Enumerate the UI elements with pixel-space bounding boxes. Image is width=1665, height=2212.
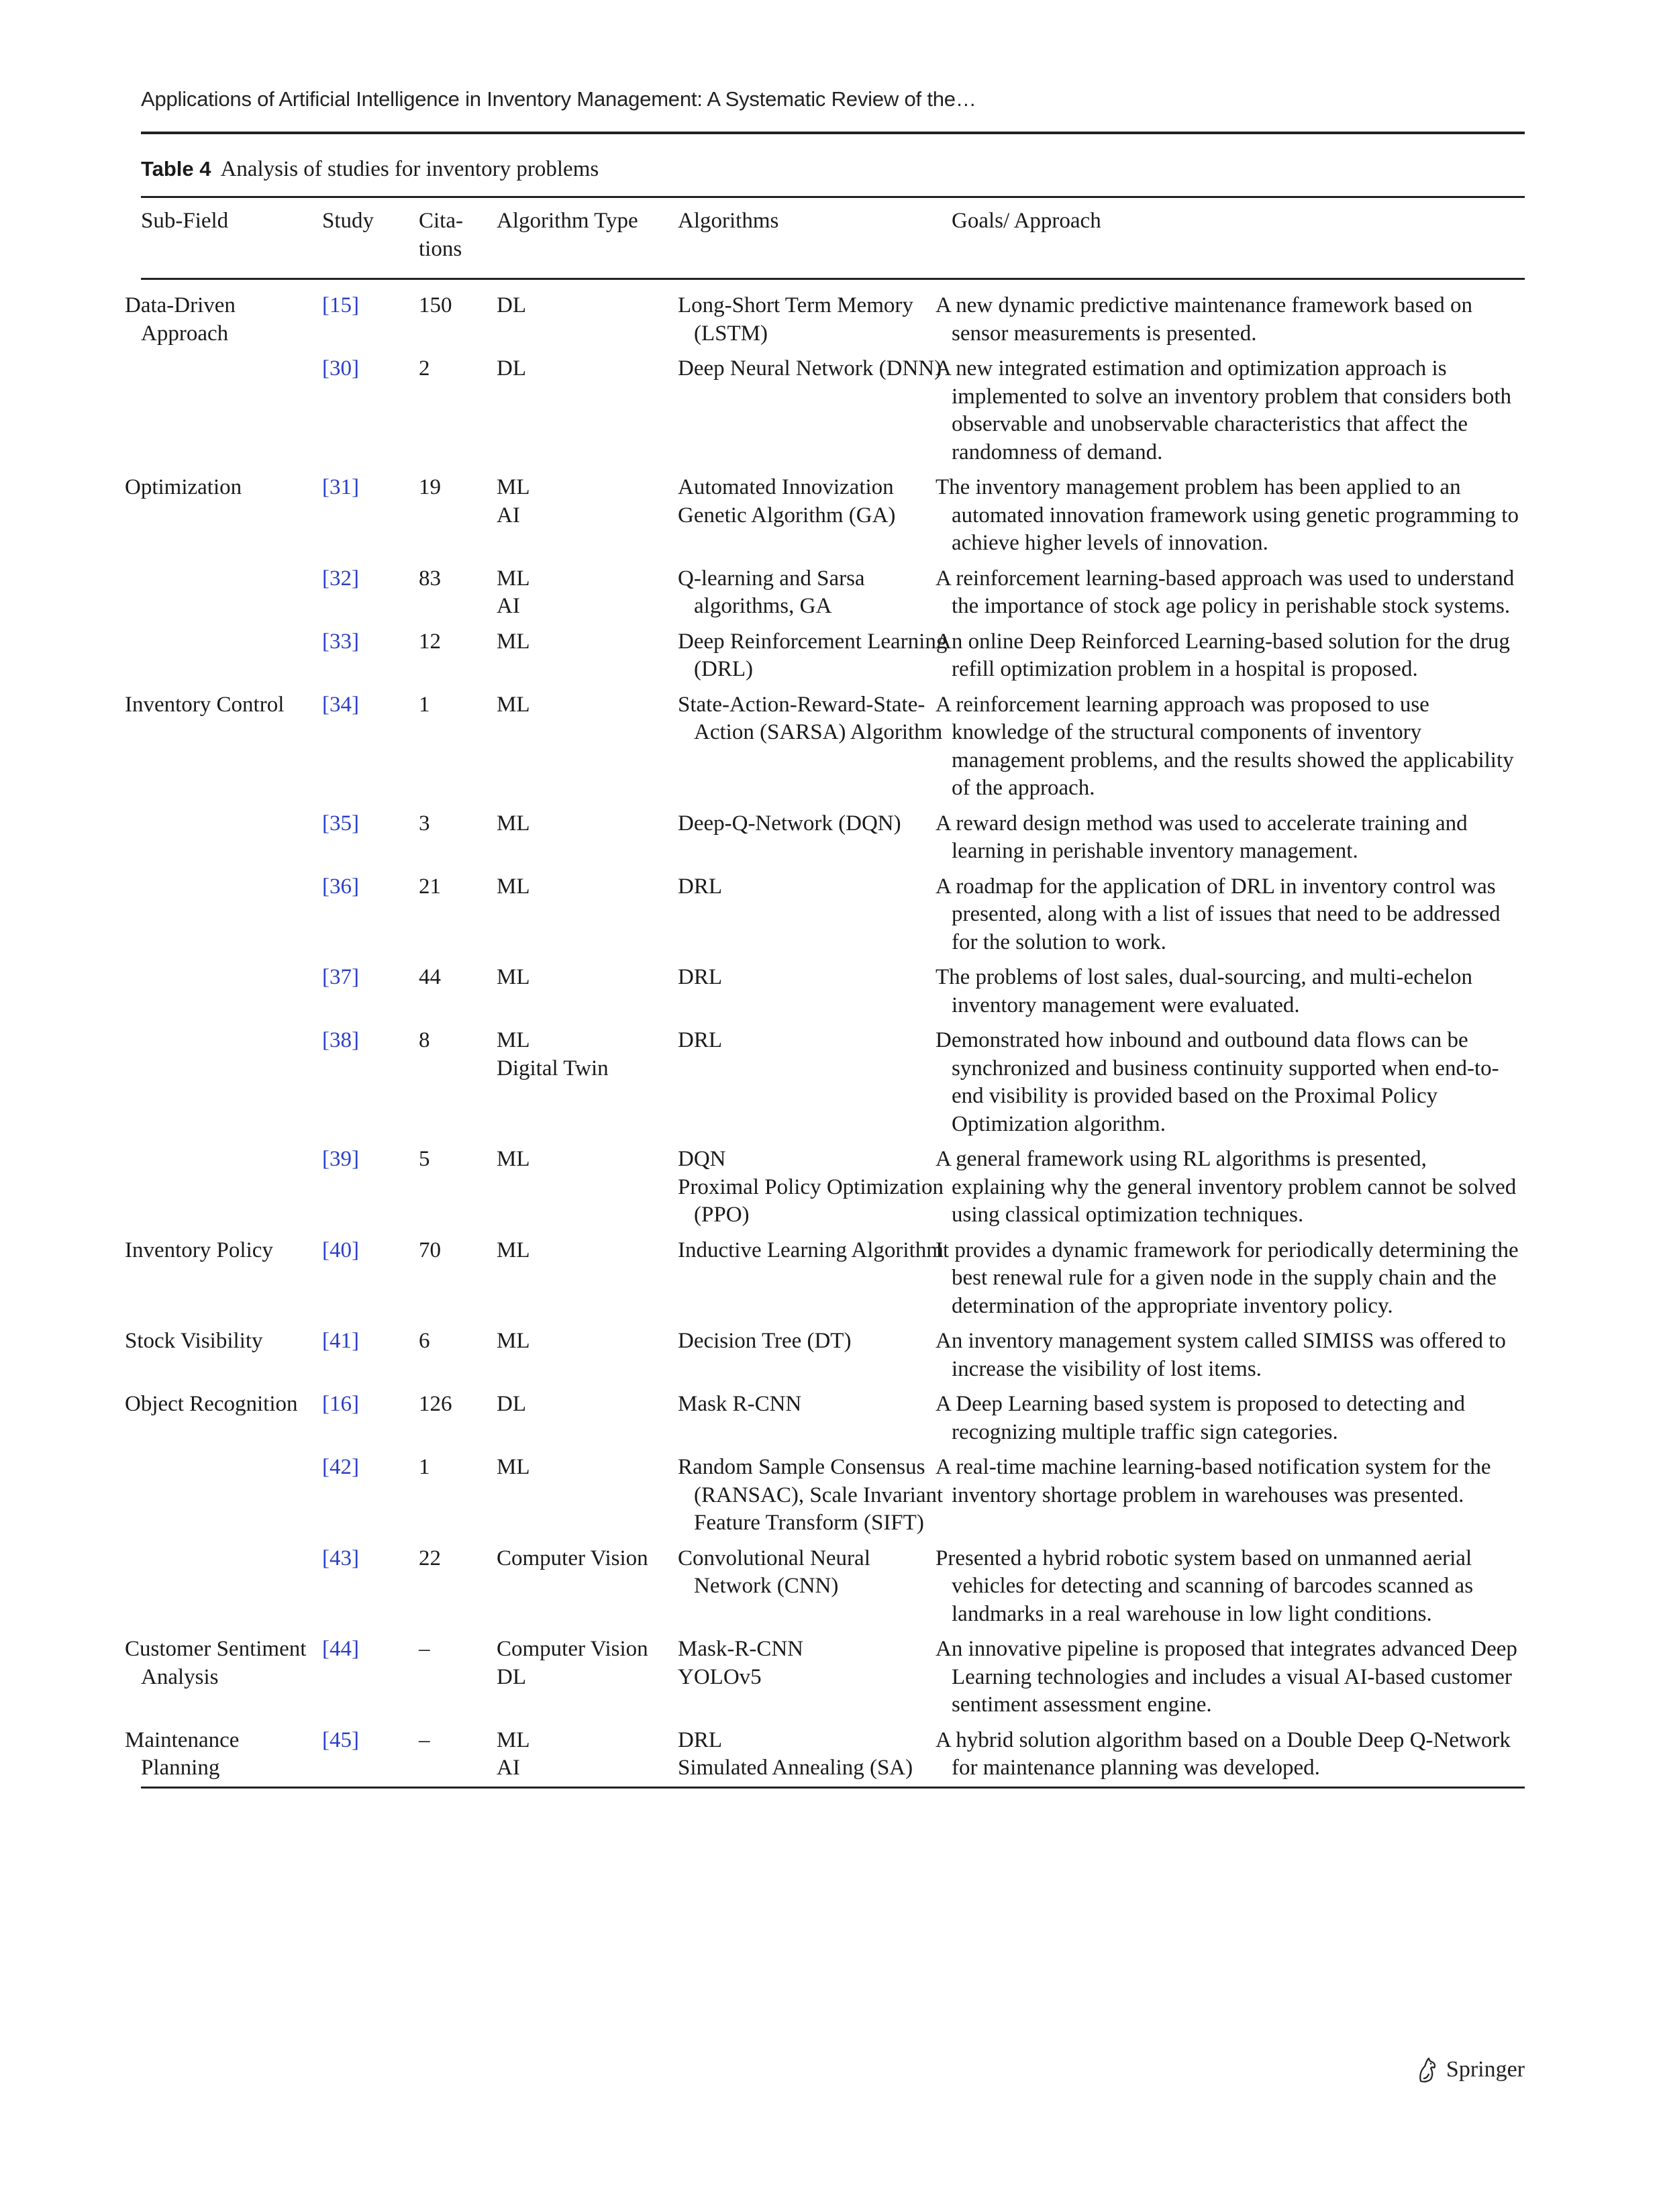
algorithm-line: Q-learning and Sarsa algorithms, GA (678, 566, 865, 618)
cell-citations: 8 (419, 1028, 430, 1052)
table-row (141, 474, 1525, 565)
algorithm-type-line: DL (497, 356, 526, 381)
citation-bracket[interactable]: [ (322, 1455, 330, 1479)
algorithm-type-line: ML (497, 629, 530, 654)
cell-citations: – (419, 1637, 430, 1661)
cell-subfield (141, 1545, 322, 1636)
citation-bracket[interactable]: ] (352, 1329, 359, 1353)
table-row (141, 628, 1525, 691)
cell-algorithm-type (497, 1237, 678, 1328)
cell-study[interactable] (322, 628, 419, 691)
table-row (141, 810, 1525, 873)
citation-link[interactable]: 16 (330, 1392, 352, 1416)
cell-study[interactable] (322, 1027, 419, 1146)
cell-study[interactable] (322, 873, 419, 964)
cell-goals: A new integrated estimation and optimization approach is implemented to solve an inventory problem that considers both observable and unobservable characteristics that affect the randomness of demand. (936, 356, 1511, 464)
cell-citations: 22 (419, 1546, 441, 1570)
citation-bracket[interactable]: [ (322, 874, 330, 899)
cell-goals: A real-time machine learning-based notification system for the inventory shortage problem in warehouses was presented. (936, 1455, 1491, 1507)
citation-bracket[interactable]: ] (352, 692, 359, 717)
citation-bracket[interactable]: ] (352, 566, 359, 591)
table-row (141, 1327, 1525, 1391)
algorithm-line: Deep-Q-Network (DQN) (678, 811, 901, 836)
citation-link[interactable]: 44 (330, 1637, 352, 1661)
citation-bracket[interactable]: ] (352, 1147, 359, 1171)
algorithm-line: Automated Innovization (678, 475, 894, 499)
publisher-footer (1413, 2056, 1525, 2084)
citation-bracket[interactable]: ] (352, 1455, 359, 1479)
cell-study[interactable] (322, 1454, 419, 1545)
citation-bracket[interactable]: [ (322, 1028, 330, 1052)
table-body (125, 279, 1525, 1788)
cell-citations: 150 (419, 293, 452, 317)
cell-algorithm-type (497, 279, 678, 356)
algorithm-type-line: ML (497, 811, 530, 836)
citation-bracket[interactable]: ] (352, 1238, 359, 1262)
header-goals: Goals/ Approach (952, 197, 1525, 279)
citation-bracket[interactable]: [ (322, 566, 330, 591)
algorithm-line: Long-Short Term Memory (LSTM) (678, 293, 913, 346)
citation-bracket[interactable]: ] (352, 965, 359, 989)
cell-study[interactable] (322, 964, 419, 1027)
cell-goals: A reinforcement learning-based approach was used to understand the importance of stock age policy in perishable stock systems. (936, 566, 1515, 618)
algorithm-type-line: DL (497, 293, 526, 317)
cell-subfield (141, 355, 322, 474)
header-citations-line2: tions (419, 236, 462, 261)
table-row (141, 1027, 1525, 1146)
cell-algorithm-type (497, 1727, 678, 1788)
cell-goals: An inventory management system called SIMISS was offered to increase the visibility of lost items. (936, 1329, 1506, 1381)
citation-link[interactable]: 37 (330, 965, 352, 989)
cell-algorithms (678, 1327, 952, 1391)
algorithm-line: Random Sample Consensus (RANSAC), Scale Invariant Feature Transform (SIFT) (678, 1455, 944, 1535)
studies-table (125, 196, 1525, 1789)
algorithm-line: Convolutional Neural Network (CNN) (678, 1546, 870, 1598)
cell-study[interactable] (322, 691, 419, 810)
cell-algorithms (678, 810, 952, 873)
citation-link[interactable]: 31 (330, 475, 352, 499)
algorithm-line: YOLOv5 (678, 1664, 762, 1689)
cell-study[interactable] (322, 1545, 419, 1636)
cell-algorithm-type (497, 355, 678, 474)
algorithm-type-line: Computer Vision (497, 1546, 648, 1570)
cell-study[interactable] (322, 279, 419, 356)
cell-algorithms (678, 1636, 952, 1727)
cell-subfield: Optimization (125, 475, 242, 499)
cell-subfield (141, 873, 322, 964)
cell-study[interactable] (322, 355, 419, 474)
springer-horse-icon (1413, 2056, 1440, 2084)
cell-algorithm-type (497, 873, 678, 964)
algorithm-line: Genetic Algorithm (GA) (678, 503, 896, 527)
citation-bracket[interactable]: ] (352, 1727, 359, 1752)
cell-citations: 19 (419, 475, 441, 499)
citation-bracket[interactable]: [ (322, 629, 330, 654)
cell-algorithms (678, 474, 952, 565)
cell-algorithms (678, 964, 952, 1027)
cell-subfield: Customer Sentiment Analysis (125, 1637, 307, 1689)
cell-algorithm-type (497, 691, 678, 810)
publisher-name: Springer (1446, 2057, 1525, 2082)
table-row (141, 1237, 1525, 1328)
algorithm-type-line: Digital Twin (497, 1056, 609, 1080)
cell-goals: An online Deep Reinforced Learning-based solution for the drug refill optimization problem in a hospital is proposed. (936, 629, 1510, 681)
algorithm-type-line: ML (497, 1028, 530, 1052)
cell-citations: – (419, 1727, 430, 1752)
algorithm-type-line: ML (497, 1727, 530, 1752)
table-row (141, 279, 1525, 356)
cell-algorithm-type (497, 1454, 678, 1545)
cell-study[interactable] (322, 1636, 419, 1727)
table-row (141, 964, 1525, 1027)
citation-link[interactable]: 45 (330, 1727, 352, 1752)
citation-link[interactable]: 32 (330, 566, 352, 591)
algorithm-type-line: AI (497, 503, 520, 527)
header-algorithm-type: Algorithm Type (497, 197, 678, 279)
cell-algorithms (678, 355, 952, 474)
cell-citations: 21 (419, 874, 441, 899)
cell-study[interactable] (322, 1237, 419, 1328)
citation-link[interactable]: 39 (330, 1147, 352, 1171)
cell-goals: A reinforcement learning approach was proposed to use knowledge of the structural components of inventory management problems, and the results showed the applicability of the approach. (936, 692, 1514, 800)
citation-link[interactable]: 42 (330, 1455, 352, 1479)
citation-bracket[interactable]: ] (352, 356, 359, 381)
table-row (141, 1146, 1525, 1237)
cell-algorithm-type (497, 810, 678, 873)
header-subfield: Sub-Field (141, 197, 322, 279)
cell-subfield (141, 964, 322, 1027)
citation-bracket[interactable]: [ (322, 293, 330, 317)
citation-bracket[interactable]: [ (322, 811, 330, 836)
cell-citations: 6 (419, 1329, 430, 1353)
cell-citations: 5 (419, 1147, 430, 1171)
cell-algorithm-type (497, 1636, 678, 1727)
algorithm-line: State-Action-Reward-State-Action (SARSA) Algorithm (678, 692, 943, 744)
citation-link[interactable]: 40 (330, 1238, 352, 1262)
cell-subfield (141, 1027, 322, 1146)
algorithm-type-line: ML (497, 874, 530, 899)
cell-citations: 70 (419, 1238, 441, 1262)
cell-algorithm-type (497, 474, 678, 565)
algorithm-type-line: DL (497, 1392, 526, 1416)
citation-link[interactable]: 35 (330, 811, 352, 836)
citation-bracket[interactable]: [ (322, 1637, 330, 1661)
algorithm-type-line: ML (497, 1329, 530, 1353)
algorithm-line: Decision Tree (DT) (678, 1329, 852, 1353)
algorithm-line: DRL (678, 874, 722, 899)
table-row (141, 691, 1525, 810)
cell-citations: 83 (419, 566, 441, 591)
cell-goals: It provides a dynamic framework for periodically determining the best renewal rule for a given node in the supply chain and the determination of the appropriate inventory policy. (936, 1238, 1519, 1318)
cell-algorithms (678, 279, 952, 356)
cell-subfield: Inventory Policy (125, 1238, 273, 1262)
algorithm-type-line: DL (497, 1664, 526, 1689)
cell-goals: A reward design method was used to accelerate training and learning in perishable inventory management. (936, 811, 1468, 863)
algorithm-line: DRL (678, 1727, 722, 1752)
citation-link[interactable]: 38 (330, 1028, 352, 1052)
citation-bracket[interactable]: [ (322, 1392, 330, 1416)
cell-subfield (141, 565, 322, 628)
table-row (141, 1454, 1525, 1545)
citation-bracket[interactable]: [ (322, 1727, 330, 1752)
citation-bracket[interactable]: [ (322, 1546, 330, 1570)
citation-bracket[interactable]: ] (352, 475, 359, 499)
cell-algorithms (678, 873, 952, 964)
cell-goals: The inventory management problem has been applied to an automated innovation framework using genetic programming to achieve higher levels of innovation. (936, 475, 1519, 555)
cell-subfield: Object Recognition (125, 1392, 298, 1416)
cell-study[interactable] (322, 1391, 419, 1454)
cell-subfield (141, 1454, 322, 1545)
running-head: Applications of Artificial Intelligence in Inventory Management: A Systematic Review of the… (141, 87, 1525, 134)
header-algorithms: Algorithms (678, 197, 952, 279)
citation-link[interactable]: 36 (330, 874, 352, 899)
cell-algorithms (678, 1237, 952, 1328)
cell-algorithm-type (497, 1027, 678, 1146)
cell-subfield: Data-Driven Approach (125, 293, 236, 346)
cell-algorithms (678, 1454, 952, 1545)
table-row (141, 355, 1525, 474)
citation-bracket[interactable]: [ (322, 356, 330, 381)
citation-bracket[interactable]: ] (352, 811, 359, 836)
algorithm-line: Simulated Annealing (SA) (678, 1756, 913, 1780)
citation-bracket[interactable]: ] (352, 1637, 359, 1661)
cell-algorithms (678, 1391, 952, 1454)
citation-bracket[interactable]: [ (322, 692, 330, 717)
cell-algorithms (678, 1545, 952, 1636)
citation-bracket[interactable]: ] (352, 293, 359, 317)
cell-algorithm-type (497, 1391, 678, 1454)
cell-goals: A new dynamic predictive maintenance framework based on sensor measurements is presented. (936, 293, 1472, 346)
table-row (141, 1391, 1525, 1454)
cell-goals: A hybrid solution algorithm based on a Double Deep Q-Network for maintenance planning was developed. (936, 1727, 1511, 1780)
algorithm-line: Mask-R-CNN (678, 1637, 803, 1661)
algorithm-line: Inductive Learning Algorithm (678, 1238, 944, 1262)
citation-link[interactable]: 15 (330, 293, 352, 317)
cell-algorithms (678, 1027, 952, 1146)
algorithm-line: Deep Reinforcement Learning (DRL) (678, 629, 948, 681)
cell-study[interactable] (322, 810, 419, 873)
cell-algorithm-type (497, 628, 678, 691)
cell-algorithms (678, 628, 952, 691)
cell-subfield: Inventory Control (125, 692, 285, 717)
algorithm-type-line: ML (497, 566, 530, 591)
citation-bracket[interactable]: ] (352, 874, 359, 899)
citation-bracket[interactable]: ] (352, 1546, 359, 1570)
cell-subfield: Stock Visibility (125, 1329, 263, 1353)
citation-bracket[interactable]: ] (352, 1392, 359, 1416)
citation-bracket[interactable]: [ (322, 965, 330, 989)
cell-goals: A Deep Learning based system is proposed to detecting and recognizing multiple traffic sign categories. (936, 1392, 1466, 1444)
algorithm-line: DRL (678, 1028, 722, 1052)
cell-subfield (141, 1146, 322, 1237)
cell-algorithms (678, 1727, 952, 1788)
cell-goals: Demonstrated how inbound and outbound data flows can be synchronized and business continuity supported when end-to-end visibility is provided based on the Proximal Policy Optimization algorithm. (936, 1028, 1499, 1136)
cell-citations: 1 (419, 692, 430, 717)
table-row (141, 565, 1525, 628)
cell-algorithm-type (497, 565, 678, 628)
algorithm-type-line: Computer Vision (497, 1637, 648, 1661)
cell-goals: A roadmap for the application of DRL in inventory control was presented, along with a list of issues that need to be addressed for the solution to work. (936, 874, 1501, 954)
citation-link[interactable]: 30 (330, 356, 352, 381)
cell-algorithms (678, 565, 952, 628)
cell-study[interactable] (322, 565, 419, 628)
algorithm-line: Proximal Policy Optimization (PPO) (678, 1174, 944, 1227)
algorithm-line: DRL (678, 965, 722, 989)
cell-goals: Presented a hybrid robotic system based on unmanned aerial vehicles for detecting and scanning of barcodes scanned as landmarks in a real warehouse in low light conditions. (936, 1546, 1474, 1626)
cell-goals: The problems of lost sales, dual-sourcing, and multi-echelon inventory management were evaluated. (936, 965, 1473, 1017)
header-study: Study (322, 197, 419, 279)
citation-link[interactable]: 43 (330, 1546, 352, 1570)
cell-subfield: Maintenance Planning (125, 1727, 240, 1780)
algorithm-type-line: ML (497, 692, 530, 717)
table-caption-text: Analysis of studies for inventory problems (220, 157, 599, 181)
citation-link[interactable]: 34 (330, 692, 352, 717)
table-header-row (141, 197, 1525, 279)
citation-link[interactable]: 41 (330, 1329, 352, 1353)
citation-bracket[interactable]: ] (352, 629, 359, 654)
algorithm-type-line: ML (497, 1147, 530, 1171)
cell-algorithm-type (497, 964, 678, 1027)
algorithm-type-line: ML (497, 475, 530, 499)
table-row (141, 1545, 1525, 1636)
cell-algorithms (678, 1146, 952, 1237)
cell-citations: 2 (419, 356, 430, 381)
cell-goals: A general framework using RL algorithms is presented, explaining why the general inventory problem cannot be solved using classical optimization techniques. (936, 1147, 1517, 1227)
cell-study[interactable] (322, 1727, 419, 1788)
citation-bracket[interactable]: [ (322, 1147, 330, 1171)
cell-citations: 12 (419, 629, 441, 654)
cell-subfield (141, 810, 322, 873)
citation-bracket[interactable]: ] (352, 1028, 359, 1052)
cell-subfield (141, 628, 322, 691)
cell-algorithm-type (497, 1327, 678, 1391)
cell-study[interactable] (322, 1146, 419, 1237)
cell-citations: 3 (419, 811, 430, 836)
algorithm-type-line: ML (497, 965, 530, 989)
algorithm-type-line: ML (497, 1455, 530, 1479)
algorithm-type-line: ML (497, 1238, 530, 1262)
cell-study[interactable] (322, 1327, 419, 1391)
cell-algorithms (678, 691, 952, 810)
algorithm-line: DQN (678, 1147, 726, 1171)
cell-citations: 44 (419, 965, 441, 989)
citation-link[interactable]: 33 (330, 629, 352, 654)
algorithm-line: Deep Neural Network (DNN) (678, 356, 942, 381)
table-row (141, 1727, 1525, 1788)
citation-bracket[interactable]: [ (322, 1238, 330, 1262)
cell-algorithm-type (497, 1146, 678, 1237)
citation-bracket[interactable]: [ (322, 1329, 330, 1353)
cell-goals: An innovative pipeline is proposed that integrates advanced Deep Learning technologies and includes a visual AI-based customer sentiment assessment engine. (936, 1637, 1517, 1717)
table-caption (141, 157, 599, 182)
header-citations-line1: Cita- (419, 209, 463, 233)
cell-citations: 126 (419, 1392, 452, 1416)
header-citations (419, 197, 497, 279)
cell-citations: 1 (419, 1455, 430, 1479)
cell-algorithm-type (497, 1545, 678, 1636)
algorithm-type-line: AI (497, 594, 520, 618)
table-caption-label: Table 4 (141, 157, 211, 181)
algorithm-line: Mask R-CNN (678, 1392, 802, 1416)
cell-study[interactable] (322, 474, 419, 565)
citation-bracket[interactable]: [ (322, 475, 330, 499)
table-row (141, 873, 1525, 964)
algorithm-type-line: AI (497, 1756, 520, 1780)
table-row (141, 1636, 1525, 1727)
